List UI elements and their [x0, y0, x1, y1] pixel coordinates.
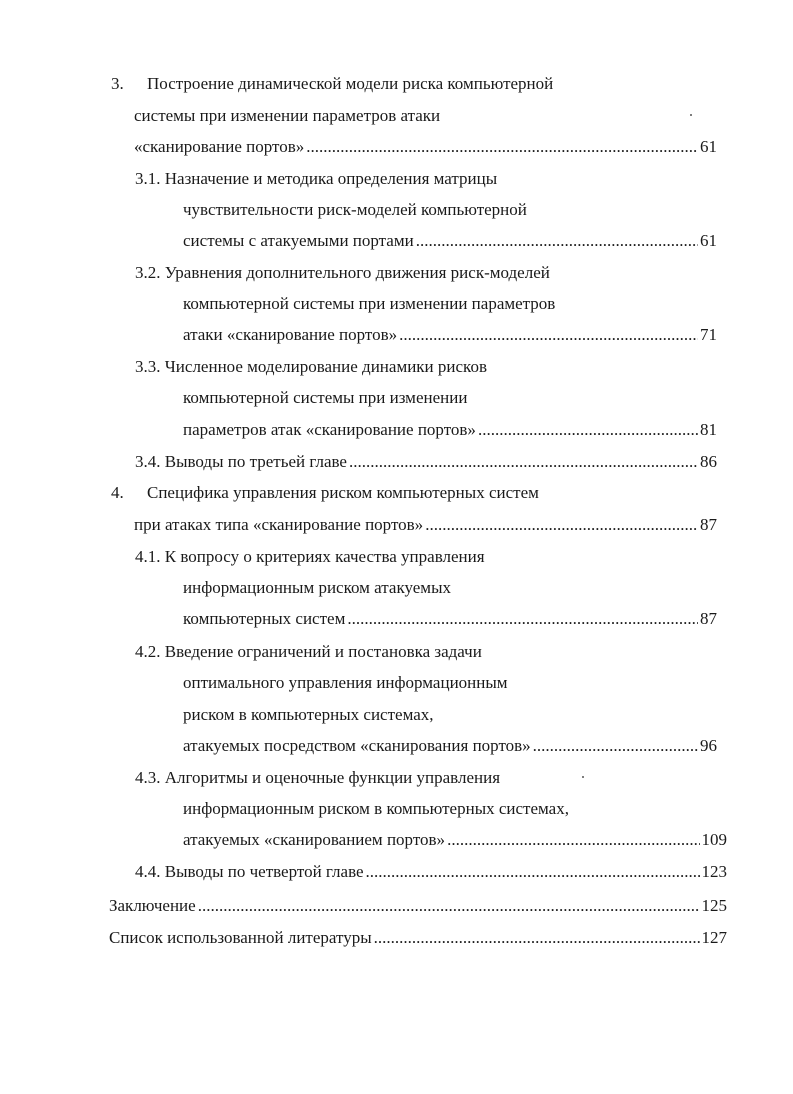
toc-section-4-4-number: 4.4. [135, 862, 161, 881]
toc-entry-conclusion[interactable] [109, 894, 727, 918]
toc-section-4-3-line-1 [135, 766, 500, 790]
toc-chapter-4-number: 4. [111, 483, 124, 502]
toc-entry-section-4-2[interactable] [183, 734, 717, 758]
toc-section-4-1-text: К вопросу о критериях качества управления [164, 547, 485, 566]
toc-section-3-4-text: Выводы по третьей главе [164, 452, 347, 471]
toc-section-3-4-line-1 [135, 450, 347, 474]
toc-section-4-3-line-2: информационным риском в компьютерных системах, [183, 799, 569, 818]
toc-section-4-2-line-4: атакуемых посредством «сканирования портов» [183, 736, 531, 755]
toc-section-3-1-number: 3.1. [135, 169, 161, 188]
toc-section-3-3-line-1 [135, 355, 487, 379]
dot-leader [374, 926, 700, 950]
dot-leader [425, 513, 698, 537]
toc-section-4-3-text: Алгоритмы и оценочные функции управления [164, 768, 501, 787]
toc-entry-chapter-4[interactable] [134, 513, 717, 537]
toc-section-4-4-line-1 [135, 860, 364, 884]
dot-leader [347, 607, 698, 631]
toc-entry-section-4-3[interactable] [183, 828, 727, 852]
toc-section-4-2-text: Введение ограничений и постановка задачи [164, 642, 482, 661]
toc-section-3-2-line-3: атаки «сканирование портов» [183, 325, 398, 344]
toc-section-4-2-line-3: риском в компьютерных системах, [183, 705, 434, 724]
toc-chapter-3-number: 3. [111, 74, 124, 93]
toc-section-4-4-text: Выводы по четвертой главе [164, 862, 364, 881]
toc-page-number: 71 [700, 325, 717, 344]
toc-section-3-2-number: 3.2. [135, 263, 161, 282]
toc-chapter-4-title-line-2: при атаках типа «сканирование портов» [134, 515, 424, 534]
dot-leader [478, 418, 698, 442]
toc-entry-section-4-1[interactable] [183, 607, 717, 631]
toc-page-number: 87 [700, 609, 717, 628]
toc-section-3-3-line-3: параметров атак «сканирование портов» [183, 420, 476, 439]
toc-references-label: Список использованной литературы [109, 928, 372, 947]
toc-entry-section-3-1[interactable] [183, 229, 717, 253]
scan-speck [582, 776, 584, 778]
toc-page-number: 61 [700, 231, 717, 250]
scan-speck [690, 114, 692, 116]
toc-section-4-3-number: 4.3. [135, 768, 161, 787]
toc-page-number: 81 [700, 420, 717, 439]
toc-section-3-1-text: Назначение и методика определения матрицы [164, 169, 498, 188]
toc-section-3-2-line-2: компьютерной системы при изменении параметров [183, 294, 556, 313]
toc-page-number: 127 [701, 928, 727, 947]
toc-section-3-4-number: 3.4. [135, 452, 161, 471]
toc-section-4-2-number: 4.2. [135, 642, 161, 661]
toc-section-3-1-line-3: системы с атакуемыми портами [183, 231, 414, 250]
toc-chapter-3-title-text: Построение динамической модели риска компьютерной [147, 74, 554, 93]
toc-section-4-2-line-2: оптимального управления информационным [183, 673, 508, 692]
toc-entry-section-3-2[interactable] [183, 323, 717, 347]
toc-section-4-1-line-1 [135, 545, 485, 569]
toc-entry-section-3-3[interactable] [183, 418, 717, 442]
dot-leader [533, 734, 698, 758]
toc-section-3-1-line-2: чувствительности риск-моделей компьютерной [183, 200, 527, 219]
toc-section-3-2-text: Уравнения дополнительного движения риск-моделей [164, 263, 550, 282]
dot-leader [366, 860, 700, 884]
toc-chapter-4-title-text: Специфика управления риском компьютерных систем [147, 483, 539, 502]
toc-conclusion-label: Заключение [109, 896, 196, 915]
toc-section-4-1-line-2: информационным риском атакуемых [183, 578, 451, 597]
toc-page-number: 125 [701, 896, 727, 915]
toc-page-number: 87 [700, 515, 717, 534]
toc-section-3-3-number: 3.3. [135, 357, 161, 376]
toc-page-number: 61 [700, 137, 717, 156]
dot-leader [399, 323, 698, 347]
toc-section-3-1-line-1 [135, 167, 497, 191]
toc-chapter-4-title-line-1 [111, 481, 539, 505]
toc-page-number: 109 [701, 830, 727, 849]
dot-leader [198, 894, 700, 918]
toc-chapter-3-title-line-2: системы при изменении параметров атаки [134, 106, 441, 125]
dot-leader [416, 229, 698, 253]
toc-entry-references[interactable] [109, 926, 727, 950]
toc-page-number: 86 [700, 452, 717, 471]
toc-section-3-3-text: Численное моделирование динамики рисков [164, 357, 487, 376]
toc-chapter-3-title-line-1 [111, 72, 553, 96]
toc-entry-section-4-4[interactable] [135, 860, 727, 884]
dot-leader [349, 450, 698, 474]
dot-leader [447, 828, 699, 852]
dot-leader [306, 135, 698, 159]
toc-section-4-1-number: 4.1. [135, 547, 161, 566]
toc-section-4-1-line-3: компьютерных систем [183, 609, 346, 628]
toc-page-number: 123 [701, 862, 727, 881]
toc-section-3-3-line-2: компьютерной системы при изменении [183, 388, 468, 407]
toc-section-4-3-line-3: атакуемых «сканированием портов» [183, 830, 446, 849]
toc-chapter-3-title-line-3: «сканирование портов» [134, 137, 305, 156]
toc-page-number: 96 [700, 736, 717, 755]
toc-entry-chapter-3[interactable] [134, 135, 717, 159]
toc-section-4-2-line-1 [135, 640, 482, 664]
toc-section-3-2-line-1 [135, 261, 550, 285]
toc-entry-section-3-4[interactable] [135, 450, 717, 474]
